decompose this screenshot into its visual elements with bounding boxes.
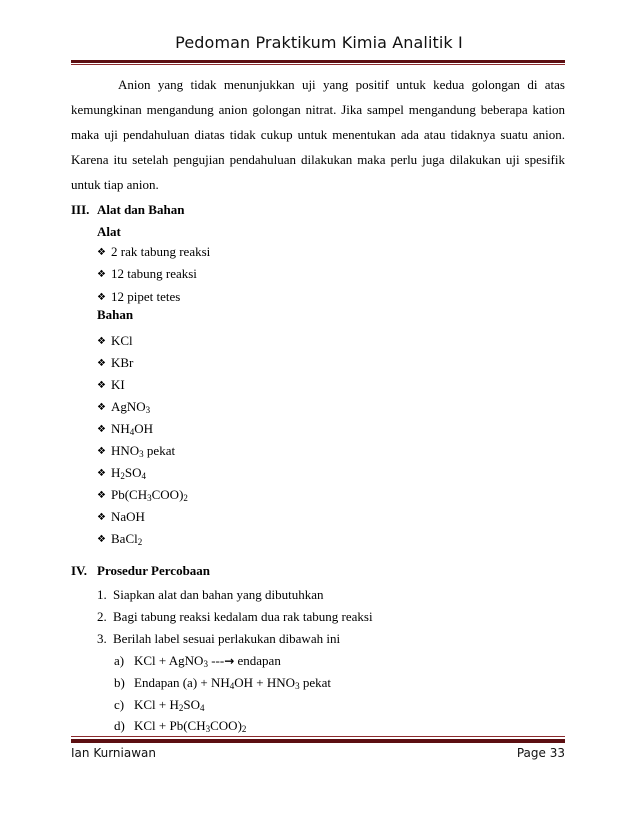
bahan-item: ❖ BaCl$_2$ <box>97 529 142 549</box>
diamond-bullet-icon: ❖ <box>97 424 106 435</box>
bahan-item: ❖ KCl <box>97 331 133 351</box>
diamond-bullet-icon: ❖ <box>97 247 106 258</box>
bahan-item: ❖ $Pb(CH_3COO)_2$ <box>97 485 188 505</box>
diamond-bullet-icon: ❖ <box>97 336 106 347</box>
procedure-step: 1. Siapkan alat dan bahan yang dibutuhkan <box>97 587 324 602</box>
intro-line: kemungkinan mengandung anion golongan nitrat. Jika sampel mengandung beberapa kation <box>71 102 565 117</box>
procedure-substep: d) KCl + $Pb(CH_3COO)_2$ <box>114 718 247 734</box>
diamond-bullet-icon: ❖ <box>97 468 106 479</box>
section-3-heading <box>71 202 184 218</box>
footer-page-number: Page 33 <box>516 746 565 760</box>
bahan-label: Bahan <box>97 307 134 322</box>
section-4-title: Prosedur Percobaan <box>97 563 211 578</box>
alat-item: ❖ 12 pipet tetes <box>97 287 180 307</box>
section-3-number: III. <box>71 202 90 217</box>
section-4-number: IV. <box>71 563 88 578</box>
procedure-substep: c) KCl + $H_2SO_4$ <box>114 697 205 713</box>
procedure-substep: a) KCl + AgNO$_3$ ---→ endapan <box>114 653 281 669</box>
intro-line: untuk tiap anion. <box>71 177 159 192</box>
intro-line: maka uji pendahuluan diatas tidak cukup untuk menentukan ada atau tidaknya suatu anion. <box>71 127 565 142</box>
diamond-bullet-icon: ❖ <box>97 269 106 280</box>
bahan-item: ❖ NaOH <box>97 507 145 527</box>
alat-item: ❖ 12 tabung reaksi <box>97 264 197 284</box>
bahan-item: ❖ KI <box>97 375 125 395</box>
bahan-item: ❖ KBr <box>97 353 133 373</box>
bahan-item: ❖ AgNO$_3$ <box>97 397 150 417</box>
bahan-item: ❖ $NH_4OH$ <box>97 419 153 439</box>
diamond-bullet-icon: ❖ <box>97 446 106 457</box>
procedure-step: 2. Bagi tabung reaksi kedalam dua rak tabung reaksi <box>97 609 373 624</box>
footer-author: Ian Kurniawan <box>71 746 156 760</box>
footer-rule-thick <box>71 739 565 743</box>
diamond-bullet-icon: ❖ <box>97 402 106 413</box>
right-arrow-icon: → <box>224 654 235 668</box>
intro-paragraph <box>71 72 565 197</box>
bahan-item: ❖ $H_2SO_4$ <box>97 463 146 483</box>
diamond-bullet-icon: ❖ <box>97 512 106 523</box>
page-header-title: Pedoman Praktikum Kimia Analitik I <box>175 33 463 52</box>
procedure-step: 3. Berilah label sesuai perlakukan dibawah ini <box>97 631 341 646</box>
intro-line: Karena itu setelah pengujian pendahuluan dilakukan maka perlu juga dilakukan uji spesifik <box>71 152 565 167</box>
alat-item: ❖ 2 rak tabung reaksi <box>97 242 210 262</box>
diamond-bullet-icon: ❖ <box>97 490 106 501</box>
diamond-bullet-icon: ❖ <box>97 534 106 545</box>
diamond-bullet-icon: ❖ <box>97 380 106 391</box>
diamond-bullet-icon: ❖ <box>97 292 106 303</box>
section-3-title: Alat dan Bahan <box>97 202 185 217</box>
bahan-item: ❖ $HNO_3$ pekat <box>97 441 175 461</box>
section-4-heading <box>71 563 210 579</box>
procedure-substep: b) Endapan $(a) + NH_4OH + HNO_3$ pekat <box>114 675 331 691</box>
alat-label: Alat <box>97 224 121 239</box>
diamond-bullet-icon: ❖ <box>97 358 106 369</box>
header-rule-thin <box>71 64 565 65</box>
footer-rule-thin <box>71 736 565 737</box>
intro-line: Anion yang tidak menunjukkan uji yang positif untuk kedua golongan di atas <box>118 77 565 92</box>
header-rule-thick <box>71 60 565 63</box>
